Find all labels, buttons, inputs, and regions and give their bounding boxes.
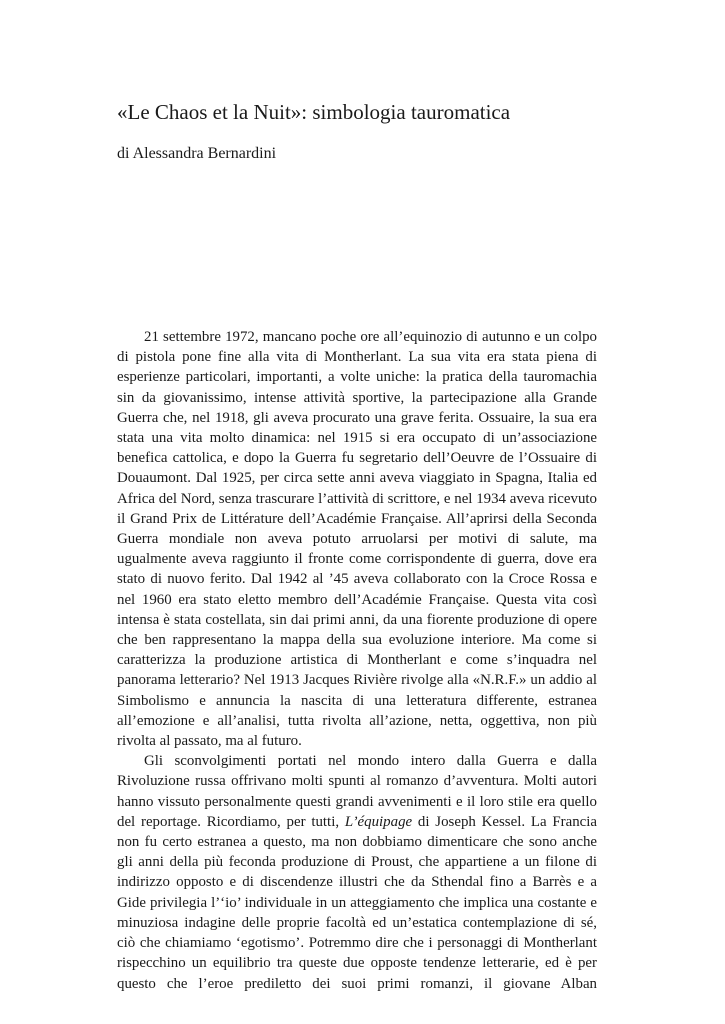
- paragraph-1-text: 21 settembre 1972, mancano poche ore all’equinozio di autunno e un colpo di pistola pone fine alla vita di Montherlant. La sua vita era stata piena di esperienze particolari, importanti, a volte uniche: la pratica della tauromachia sin da giovanissimo, intense attività sportive, la partecipazione alla Grande Guerra che, nel 1918, gli aveva procurato una grave ferita. Ossuaire, la sua era stata una vita molto dinamica: nel 1915 si era occupato di un’associazione benefica cattolica, e dopo la Guerra fu segretario dell’Oeuvre de l’Ossuaire di Douaumont. Dal 1925, per circa sette anni aveva viaggiato in Spagna, Italia ed Africa del Nord, senza trascurare l’attività di scrittore, e nel 1934 aveva ricevuto il Grand Prix de Littérature dell’Académie Française. All’aprirsi della Seconda Guerra mondiale non aveva potuto arruolarsi per motivi di salute, ma ugualmente aveva raggiunto il fronte come corrispondente di guerra, dove era stato di nuovo ferito. Dal 1942 al ’45 aveva collaborato con la Croce Rossa e nel 1960 era stato eletto membro dell’Académie Française. Questa vita così intensa è stata costellata, sin dai primi anni, da una fiorente produzione di opere che ben rappresentano la mappa della sua evoluzione interiore. Ma come si caratterizza la produzione artistica di Montherlant e come s’inquadra nel panorama letterario? Nel 1913 Jacques Rivière rivolge alla «N.R.F.» un addio al Simbolismo e annuncia la nascita di una letteratura differente, estranea all’emozione e all’analisi, tutta rivolta all’azione, netta, oggettiva, non più rivolta al passato, ma al futuro.: [117, 329, 597, 750]
- paragraph-2-text-a: Gli sconvolgimenti portati nel mondo intero dalla Guerra e dalla Rivoluzione russa offrivano molti spunti al romanzo d’avventura. Molti autori hanno vissuto personalmente questi grandi avvenimenti e il loro stile era quello del reportage. Ricordiamo, per tutti,: [117, 753, 597, 830]
- paragraph-2-text-b: di Joseph Kessel. La Francia non fu certo estranea a questo, ma non dobbiamo dimenticare che sono anche gli anni della più feconda produzione di Proust, che appartiene a un filone di indirizzo opposto e di discendenze illustri che da Sthendal fino a Barrès e a Gide privilegia l’‘io’ individuale in un atteggiamento che implica una costante e minuziosa indagine delle proprie facoltà ed un’estatica contemplazione di sé, ciò che chiamiamo ‘egotismo’. Potremmo dire che i personaggi di Montherlant rispecchino un equilibrio tra queste due opposte tendenze letterarie, ed è per questo che l’eroe prediletto dei suoi primi romanzi, il giovane Alban: [117, 813, 597, 992]
- article-author: di Alessandra Bernardini: [117, 145, 277, 162]
- paragraph-2: [117, 751, 597, 993]
- article-title: «Le Chaos et la Nuit»: simbologia tauromatica: [117, 100, 511, 124]
- article-body: [117, 327, 597, 994]
- paragraph-1: [117, 327, 597, 751]
- book-title-italic: L’équipage: [344, 813, 413, 830]
